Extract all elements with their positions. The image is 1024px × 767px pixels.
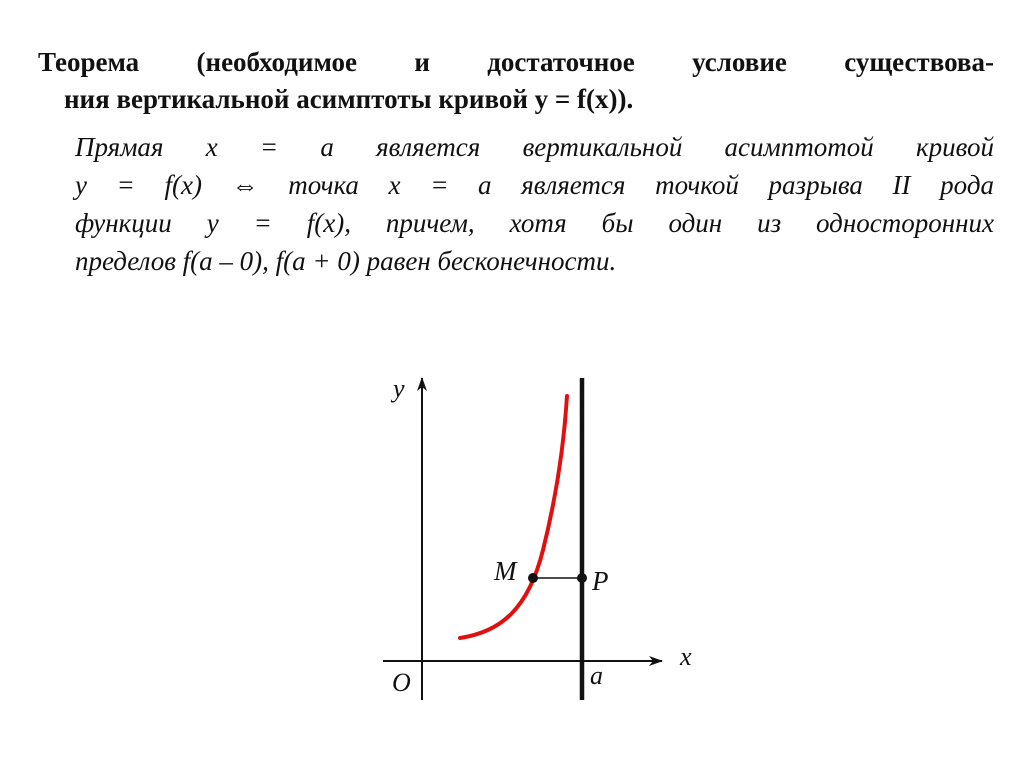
theorem-heading-line-2: ния вертикальной асимптоты кривой y = f(x)).: [64, 84, 634, 114]
theorem-statement-line-3: функции y = f(x), причем, хотя бы один из односторонних: [75, 208, 994, 238]
function-curve: [460, 396, 567, 638]
theorem-statement-line-4: пределов f(a – 0), f(a + 0) равен бесконечности.: [75, 246, 617, 276]
y-axis-label: y: [393, 374, 405, 403]
theorem-statement-line-1: Прямая x = a является вертикальной асимптотой кривой: [75, 132, 994, 162]
x-axis-label: x: [680, 642, 692, 671]
asymptote-a-label: a: [590, 661, 603, 690]
point-m-label: M: [494, 556, 517, 586]
point-m: [528, 573, 538, 583]
theorem-statement-line-2: y = f(x) ⇔ точка x = a является точкой разрыва II рода: [75, 170, 994, 200]
point-p-label: P: [592, 566, 609, 596]
origin-label: O: [392, 668, 411, 697]
point-p: [577, 573, 587, 583]
theorem-heading-line-1: Теорема (необходимое и достаточное условие существова-: [38, 47, 994, 77]
